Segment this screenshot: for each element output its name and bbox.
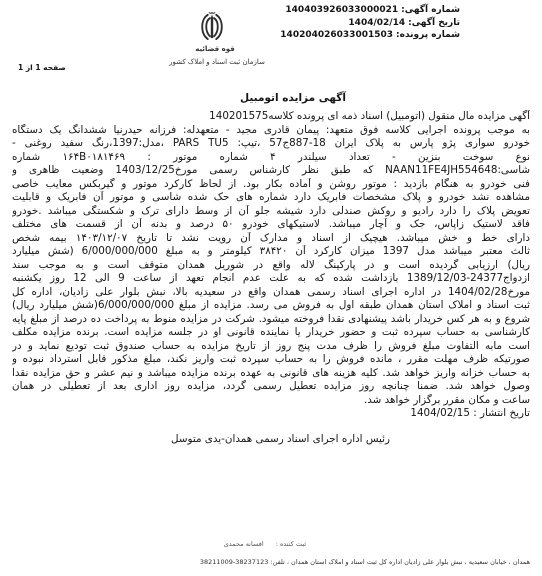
notice-date-value: 1404/02/14 <box>348 17 406 28</box>
body-line: مشاهده نشد خودرو و پلاک مشخصات فابریک دارد شماره های حک شده شاسی و موتور آن فابریک و قابلیت <box>12 191 530 203</box>
publish-date: تاریخ انتشار : 1404/02/15 <box>410 407 530 419</box>
body-line: است مابه التفاوت مبلغ فروش را ظرف مدت پنج روز از تاریخ مزایده به حساب صندوق ثبت تودیع نماید و در <box>12 339 530 352</box>
notice-body <box>12 110 530 407</box>
registrar <box>224 540 306 548</box>
judiciary-emblem-icon <box>198 9 226 43</box>
body-line: به حساب خزانه واریز خواهد شد. کلیه هزینه های قانونی به عهده برنده مزایده میباشد و نیم عشر و حق مزایده نقدا <box>12 366 530 379</box>
notice-number-row <box>260 4 460 17</box>
body-line: ثبت اسناد و املاک استان همدان طبقه اول به فروش می رسد. مزایده از مبلغ 6/000/000/000(شش میلیارد ریال) <box>12 299 530 311</box>
signatory: رئیس اداره اجرای اسناد رسمی همدان-یدی متوسل <box>171 433 390 445</box>
notice-meta <box>260 4 460 42</box>
notice-date-row <box>260 17 460 30</box>
logo-judiciary-text: قوه قضائیه <box>195 45 235 53</box>
body-line: مورخ1404/02/28 در اداره اجرای اسناد رسمی همدان واقع در سعیدیه بالا، نبش بلوار علی زادیان، اداره کل <box>12 285 530 298</box>
body-line: دارای خط و خش میباشد. هیچیک از اسناد و مدارک آن رویت نشد تا تاریخ ۱۴۰۳/۱۲/۰۷ بیمه شخص <box>12 231 530 244</box>
registrar-label: ثبت کننده : <box>275 540 306 548</box>
body-line: صورتیکه ظرف مهلت مقرر ، مانده فروش را به حساب سپرده ثبت واریز نکند، مبلغ مذکور قابل استرداد نبوده و <box>12 353 530 365</box>
page-indicator: صفحه 1 از 1 <box>18 63 66 72</box>
body-line: فنی خودرو به هنگام بازدید : موتور روشن و آماده بکار بود. از لحاظ کارکرد موتور و گیربکس معایب خاصی <box>12 177 530 190</box>
case-number-row <box>260 29 460 42</box>
case-number-label: شماره پرونده: <box>396 30 460 40</box>
body-line: شروع و به هر کس خریدار باشد پیشنهادی نقدا فروخته میشود. شرکت در مزایده منوط به پرداخت ده درصد از مبلغ پایه <box>12 312 530 325</box>
body-line: ازدواج24377-1389/12/03 بازداشت شده که به علت عدم انجام تعهد از ساعت 9 الی 12 روز یکشنبه <box>12 272 530 284</box>
body-line: شاسی:NAAN11FE4JH554648 که طبق نظر کارشناس رسمی مورخ1403/12/25 وضعیت ظاهری و <box>12 164 530 176</box>
notice-number-label: شماره آگهی: <box>401 5 460 15</box>
registrar-name: افسانه محمدی <box>223 540 264 548</box>
body-line: آگهی مزایده مال منقول (اتومبیل) اسناد ذمه ای پرونده کلاسه140201575 <box>209 110 530 122</box>
body-line: کارشناسی به حساب سپرده ثبت و حضور خریدار یا نماینده قانونی او در جلسه مزایده است. برنده مزایده مکلف <box>12 326 530 338</box>
footer-address: همدان ، خیابان سعیدیه ، نبش بلوار علی زادیان اداره کل ثبت اسناد و املاک استان همدان ، تلفن: 38237123-38211009 <box>199 558 530 566</box>
notice-number-value: 140403926033000021 <box>285 5 399 15</box>
body-line: خودرو سواری پژو پارس به پلاک ایران 18-887ج57 ،تیپ: PARS TU5 ،مدل:1397،رنگ سفید روغنی - <box>12 137 530 149</box>
body-line: وصول خواهد شد. ضمنا چنانچه روز مزایده تعطیل رسمی گردد، مزایده روز اداری بعد از تعطیلی در همان <box>12 380 530 392</box>
body-line: نوع سوخت بنزین - تعداد سیلندر ۴ شماره موتور : ۱۶۴B۰۱۸۱۴۶۹ شماره <box>12 150 530 163</box>
case-number-value: 140204026033001503 <box>280 30 394 40</box>
page-title: آگهی مزایده اتومبیل <box>240 92 346 104</box>
body-line: ثالث معتبر میباشد مدل 1397 میزان کارکرد آن ۳۸۴۲۰ کیلومتر و به مبلغ 6/000/000/000 (شش میلیارد <box>12 245 530 257</box>
notice-date-label: تاریخ آگهی: <box>408 17 460 28</box>
body-line: تعویض پلاک را دارد رادیو و روکش صندلی دارد شیشه جلو آن از وسط دارای ترک و شکستگی میباشد .خودرو <box>12 204 530 217</box>
body-line: ریال) ارزیابی گردیده است و در پارکینگ لاله واقع در شوریل همدان متوقف است و به موجب سند <box>12 258 530 271</box>
logo-organization-text: سازمان ثبت اسناد و املاک کشور <box>169 58 265 66</box>
body-line: به موجب پرونده اجرایی کلاسه فوق متعهد: پیمان قادری مجید - متعهدله: فرزانه حیدرنیا ششدانگ یک دستگاه <box>12 123 530 136</box>
body-line: فاقد لاستیک زاپاس، جک و آچار میباشد. لاستیکهای خودرو ۵۰ درصد و بدنه آن از قسمت های مختلف <box>12 218 530 230</box>
body-line: ساعت و مکان مقرر برگزار خواهد شد. <box>363 393 530 406</box>
